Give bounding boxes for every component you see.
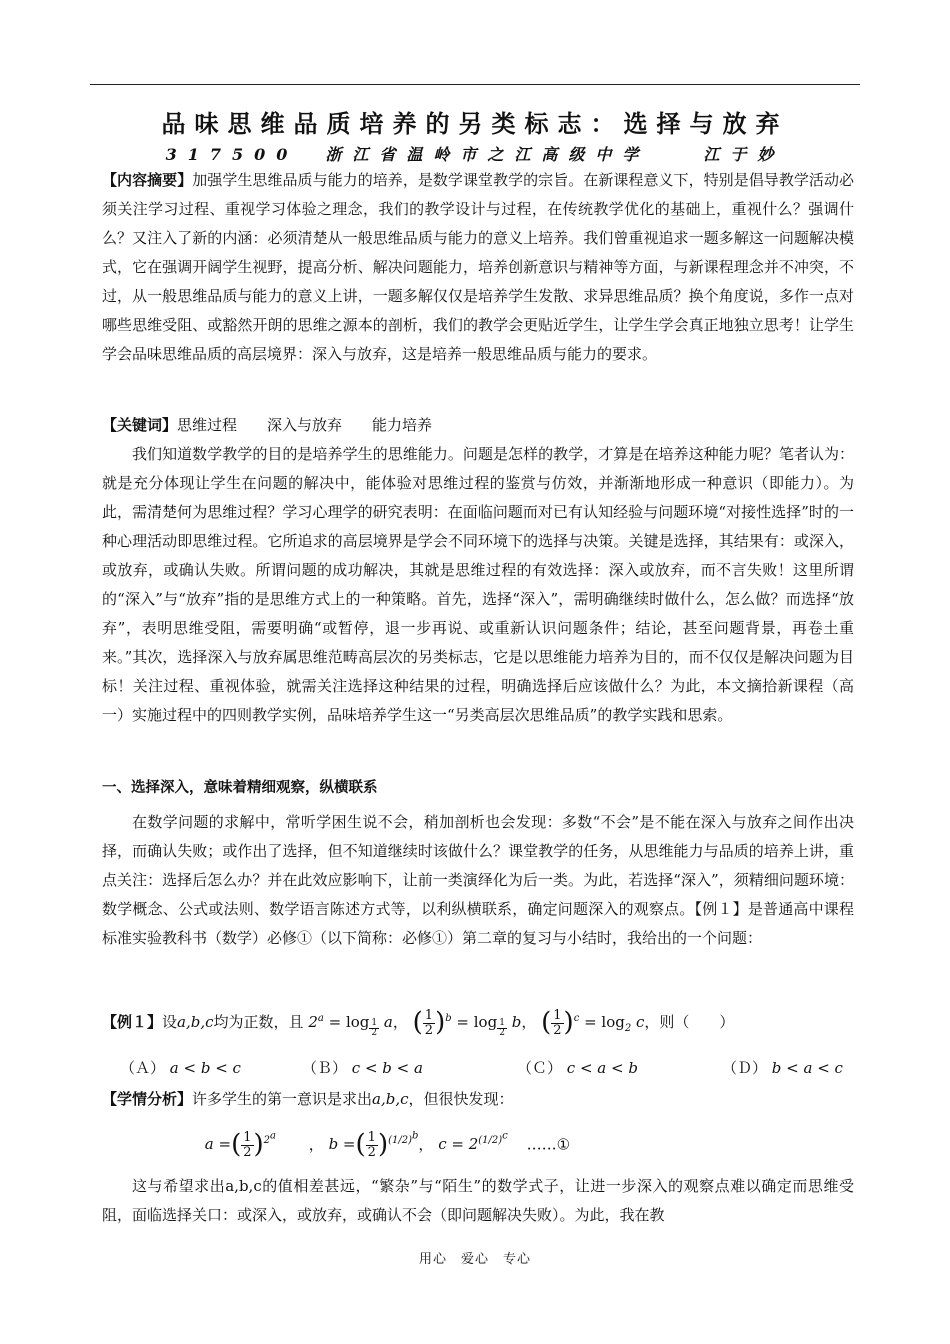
- keywords-line: [102, 411, 854, 440]
- author-line: 317500 浙江省温岭市之江高级中学 江于妙: [165, 145, 785, 164]
- header-rule: [90, 84, 860, 85]
- equation-2: ( $\frac{1}{2}$ )$^b$ = log $_{\frac{1}{2}}$ b: [412, 1007, 522, 1038]
- abstract-text: 加强学生思维品质与能力的培养，是数学课堂教学的宗旨。在新课程意义下，特别是倡导教学活动必须关注学习过程、重视学习体验之理念，我们的教学设计与过程，在传统教学优化的基础上，重视什么？强调什么？又注入了新的内涵：必须清楚从一般思维品质与能力的意义上培养。我们曾重视追求一题多解这一问题解决模式，它在强调开阔学生视野，提高分析、解决问题能力，培养创新意识与精神等方面，与新课程理念并不冲突，不过，从一般思维品质与能力的意义上讲，一题多解仅仅是培养学生发散、求异思维品质？换个角度说，多作一点对哪些思维受阻、或豁然开朗的思维之源本的剖析，我们的教学会更贴近学生，让学生学会真正地独立思考！让学生学会品味思维品质的高层境界：深入与放弃，这是培养一般思维品质与能力的要求。: [102, 171, 854, 363]
- analysis-formula: a =( $\frac{1}{2}$ )$^{2^a}$ ， b =( $\frac{1}{2}$ )$^{(1/2)^b}$， $c = 2^{(1/2)^c}$ ……①: [204, 1129, 571, 1160]
- example-label: 【例１】: [102, 1013, 163, 1031]
- option-c: （Ｃ） c < a < b: [517, 1059, 638, 1077]
- equation-1: $2^a = \log$ $_{\frac{1}{2}}$ a: [308, 1013, 393, 1038]
- equation-3: ( $\frac{1}{2}$ )$^c = \log_2 c$: [541, 1007, 645, 1038]
- keyword: 思维过程: [177, 416, 238, 434]
- analysis-label: 【学情分析】: [102, 1090, 193, 1108]
- keyword: 深入与放弃: [267, 416, 343, 434]
- formula-b: b =( $\frac{1}{2}$ )$^{(1/2)^b}$: [328, 1129, 419, 1160]
- example-options: [102, 1054, 854, 1082]
- page-title: 品味思维品质培养的另类标志：选择与放弃: [161, 110, 789, 138]
- section-heading: 一、选择深入，意味着精细观察，纵横联系: [102, 780, 378, 796]
- section-paragraph: 在数学问题的求解中，常听学困生说不会，稍加剖析也会发现：多数“不会”是不能在深入与放弃之间作出决择，而确认失败；或作出了选择，但不知道继续时该做什么？课堂教学的任务，从思维能力与品质的培养上讲，重点关注：选择后怎么办？并在此效应影响下，让前一类演绎化为后一类。为此，若选择“深入”，须精细问题环境：数学概念、公式或法则、数学语言陈述方式等，以利纵横联系，确定问题深入的观察点。【例１】是普通高中课程标准实验教科书（数学）必修①（以下简称：必修①）第二章的复习与小结时，我给出的一个问题：: [102, 813, 854, 947]
- page-footer: 用心 爱心 专心: [418, 1252, 531, 1267]
- abstract-paragraph: [102, 166, 854, 369]
- option-a: （Ａ） a < b < c: [120, 1059, 241, 1077]
- analysis-paragraph: 这与希望求出a,b,c的值相差甚远，“繁杂”与“陌生”的数学式子，让进一步深入的观察点难以确定而思维受阻，面临选择关口：或深入，或放弃，或确认不会（即问题解决失败）。为此，我在教: [102, 1177, 854, 1224]
- intro-paragraph: 我们知道数学教学的目的是培养学生的思维能力。问题是怎样的教学，才算是在培养这种能力呢？笔者认为：就是充分体现让学生在问题的解决中，能体验对思维过程的鉴赏与仿效，并渐渐地形成一种意识（即能力）。为此，需清楚何为思维过程？学习心理学的研究表明：在面临问题而对已有认知经验与问题环境“对接性选择”时的一种心理活动即思维过程。它所追求的高层境界是学会不同环境下的选择与决策。关键是选择，其结果有：或深入，或放弃，或确认失败。所谓问题的成功解决，其就是思维过程的有效选择：深入或放弃，而不言失败！这里所谓的“深入”与“放弃”指的是思维方式上的一种策略。首先，选择“深入”，需明确继续时做什么，怎么做？而选择“放弃”，表明思维受阻，需要明确“或暂停，退一步再说、或重新认识问题条件；结论，甚至问题背景，再卷土重来。”其次，选择深入与放弃属思维范畴高层次的另类标志，它是以思维能力培养为目的，而不仅仅是解决问题为目标！关注过程、重视体验，就需关注选择这种结果的过程，明确选择后应该做什么？为此，本文摘拾新课程（高一）实施过程中的四则教学实例，品味培养学生这一“另类高层次思维品质”的教学实践和思索。: [102, 445, 854, 724]
- analysis-line: 【学情分析】许多学生的第一意识是求出a,b,c，但很快发现：: [102, 1090, 514, 1108]
- keyword: 能力培养: [372, 416, 433, 434]
- option-b: （Ｂ） c < b < a: [302, 1059, 423, 1077]
- option-d: （Ｄ） b < a < c: [722, 1059, 843, 1077]
- abstract-label: 【内容摘要】: [102, 171, 193, 189]
- formula-c: $c = 2^{(1/2)^c}$: [438, 1131, 508, 1154]
- formula-a: a =( $\frac{1}{2}$ )$^{2^a}$: [204, 1129, 276, 1160]
- formula-marker: ……①: [526, 1135, 571, 1154]
- example-statement: 【例１】设a,b,c均为正数，且 $2^a = \log$ $_{\frac{1}{2}}$ a， ( $\frac{1}{2}$ )$^b$ = log $_{\frac{1}{2}}$ b， ( $\frac{1}{2}$ )$^c = \log_2 c$，则（ ）: [102, 1007, 735, 1038]
- keywords-label: 【关键词】: [102, 416, 178, 434]
